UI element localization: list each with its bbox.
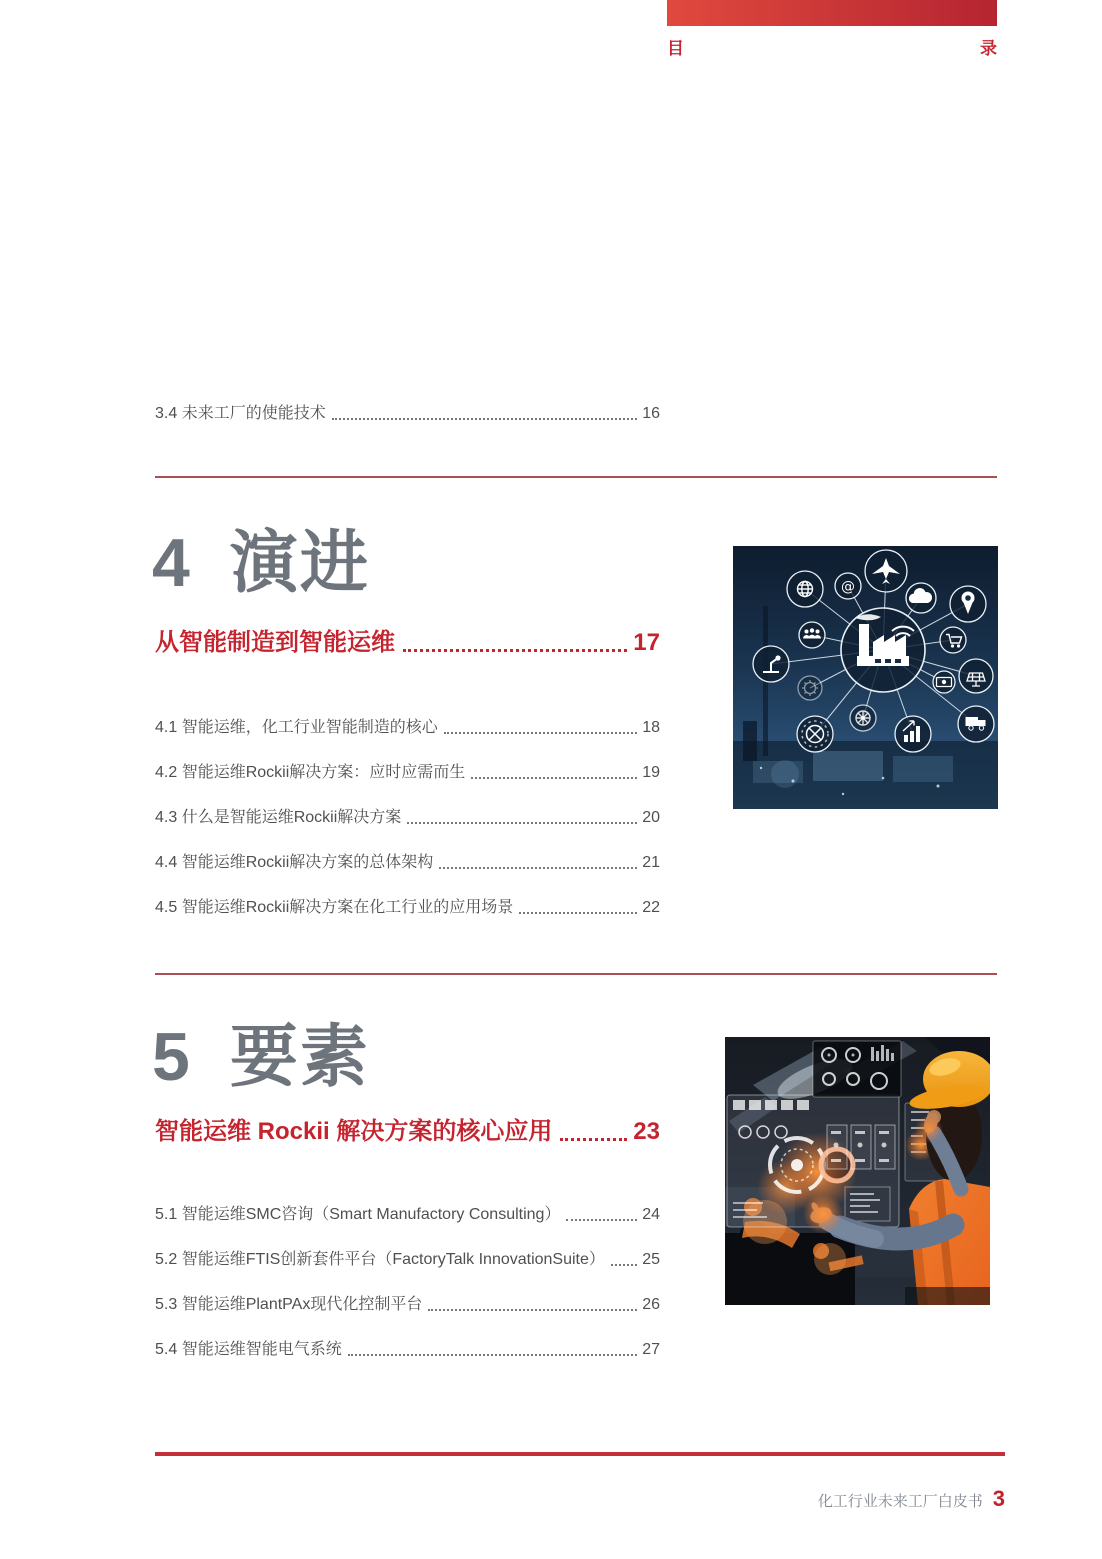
section4-heading bbox=[152, 521, 370, 605]
toc-entry-page: 22 bbox=[642, 899, 660, 916]
toc-entry-page: 19 bbox=[642, 764, 660, 781]
toc-entry-5-4[interactable] bbox=[155, 1340, 660, 1360]
toc-entry-page: 20 bbox=[642, 809, 660, 826]
footer-book-title: 化工行业未来工厂白皮书 bbox=[817, 1493, 983, 1510]
toc-entry-4-5[interactable] bbox=[155, 898, 660, 918]
leader-dots bbox=[407, 822, 637, 824]
toc-entry-4-2[interactable] bbox=[155, 763, 660, 783]
leader-dots bbox=[332, 418, 638, 420]
section4-subtitle-page: 17 bbox=[633, 629, 660, 656]
toc-entry-label: 5.2 智能运维FTIS创新套件平台（FactoryTalk InnovationSuite） bbox=[155, 1251, 605, 1268]
toc-header bbox=[667, 34, 997, 59]
section4-number: 4 bbox=[152, 525, 192, 601]
leader-dots bbox=[566, 1219, 637, 1221]
section4-subtitle[interactable] bbox=[155, 628, 660, 658]
section4-subtitle-label: 从智能制造到智能运维 bbox=[155, 629, 395, 656]
smart-factory-iot-illustration bbox=[733, 546, 998, 809]
toc-entry-label: 4.4 智能运维Rockii解决方案的总体架构 bbox=[155, 854, 434, 871]
section5-heading bbox=[152, 1015, 370, 1099]
section5-photo bbox=[725, 1037, 990, 1305]
section4-photo bbox=[733, 546, 998, 809]
toc-entry-label: 5.3 智能运维PlantPAx现代化控制平台 bbox=[155, 1296, 423, 1313]
toc-entry-label: 3.4 未来工厂的使能技术 bbox=[155, 405, 326, 422]
leader-dots bbox=[611, 1264, 637, 1266]
section5-subtitle[interactable] bbox=[155, 1117, 660, 1147]
leader-dots bbox=[439, 867, 637, 869]
toc-entry-page: 25 bbox=[642, 1251, 660, 1268]
leader-dots bbox=[348, 1354, 638, 1356]
shopping-cart-icon bbox=[940, 627, 966, 653]
section5-number: 5 bbox=[152, 1019, 192, 1095]
toc-entry-label: 5.4 智能运维智能电气系统 bbox=[155, 1341, 342, 1358]
leader-dots bbox=[471, 777, 637, 779]
toc-entry-5-1[interactable] bbox=[155, 1205, 660, 1225]
toc-header-char-left: 目 bbox=[667, 39, 684, 58]
footer-page-number: 3 bbox=[992, 1486, 1005, 1511]
toc-entry-page: 18 bbox=[642, 719, 660, 736]
toc-entry-3-4[interactable] bbox=[155, 404, 660, 424]
leader-dots bbox=[403, 649, 627, 652]
section-divider bbox=[155, 973, 997, 975]
section5-subtitle-page: 23 bbox=[633, 1118, 660, 1145]
toc-entry-4-3[interactable] bbox=[155, 808, 660, 828]
toc-header-char-right: 录 bbox=[980, 39, 997, 58]
footer-rule bbox=[155, 1452, 1005, 1456]
engineer-hmi-illustration bbox=[725, 1037, 990, 1305]
solar-panel-icon bbox=[959, 659, 993, 693]
toc-entry-5-3[interactable] bbox=[155, 1295, 660, 1315]
toc-entry-label: 4.1 智能运维，化工行业智能制造的核心 bbox=[155, 719, 438, 736]
section-divider bbox=[155, 476, 997, 478]
leader-dots bbox=[444, 732, 638, 734]
toc-entry-label: 5.1 智能运维SMC咨询（Smart Manufactory Consulting） bbox=[155, 1206, 561, 1223]
leader-dots bbox=[428, 1309, 637, 1311]
section4-title: 演进 bbox=[229, 525, 370, 601]
leader-dots bbox=[519, 912, 637, 914]
section4-entries bbox=[155, 718, 660, 943]
svg-text:@: @ bbox=[841, 579, 855, 595]
toc-entry-5-2[interactable] bbox=[155, 1250, 660, 1270]
section5-subtitle-label: 智能运维 Rockii 解决方案的核心应用 bbox=[155, 1118, 553, 1145]
header-red-bar bbox=[667, 0, 997, 26]
gear-icon bbox=[798, 676, 822, 700]
top-instrument-panel bbox=[813, 1041, 901, 1097]
toc-entry-label: 4.5 智能运维Rockii解决方案在化工行业的应用场景 bbox=[155, 899, 514, 916]
toc-entry-page: 16 bbox=[642, 405, 660, 422]
toc-entry-page: 27 bbox=[642, 1341, 660, 1358]
page-footer bbox=[818, 1486, 1005, 1512]
toc-entry-page: 26 bbox=[642, 1296, 660, 1313]
toc-entry-page: 24 bbox=[642, 1206, 660, 1223]
section5-entries bbox=[155, 1205, 660, 1385]
toc-entry-label: 4.3 什么是智能运维Rockii解决方案 bbox=[155, 809, 402, 826]
toc-entry-page: 21 bbox=[642, 854, 660, 871]
toc-entry-label: 4.2 智能运维Rockii解决方案：应时应需而生 bbox=[155, 764, 466, 781]
toc-entry-4-4[interactable] bbox=[155, 853, 660, 873]
toc-entry-4-1[interactable] bbox=[155, 718, 660, 738]
leader-dots bbox=[560, 1138, 627, 1141]
section5-title: 要素 bbox=[229, 1019, 370, 1095]
